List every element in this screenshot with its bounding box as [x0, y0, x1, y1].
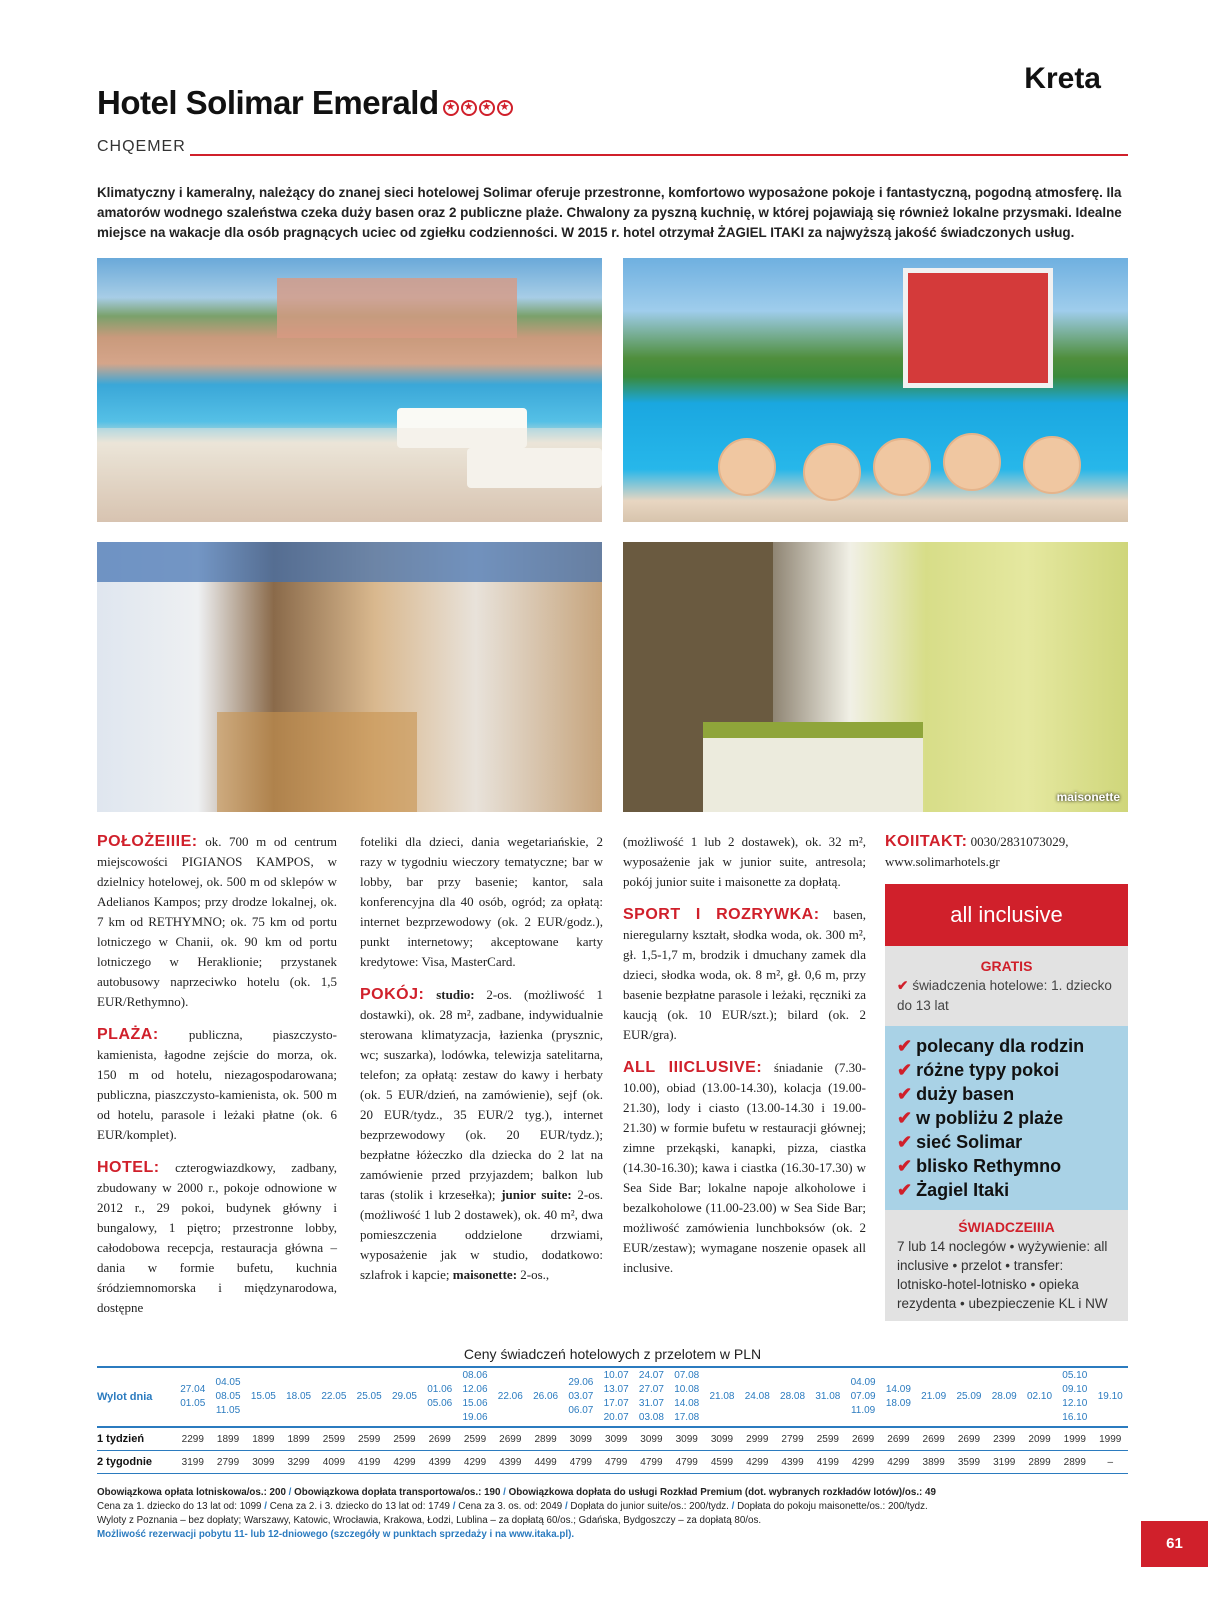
price-cell: 1999 [1092, 1427, 1128, 1451]
section-heading-pokoj: POKÓJ: [360, 986, 425, 1003]
price-cell: 2699 [845, 1427, 880, 1451]
check-icon: ✔ [897, 1036, 913, 1056]
check-icon: ✔ [897, 1180, 913, 1200]
gratis-item: ✔ świadczenia hotelowe: 1. dziecko do 13 lat [897, 978, 1112, 1013]
bed-shape [703, 722, 923, 812]
price-cell: 2699 [493, 1427, 528, 1451]
feature-item: ✔ duży basen [897, 1084, 1015, 1104]
price-cell: 4099 [316, 1451, 351, 1474]
room-type-maisonette: maisonette: [452, 1267, 518, 1282]
departure-date: 10.07 [603, 1370, 629, 1381]
price-cell: 2899 [1057, 1451, 1092, 1474]
feature-item: ✔ różne typy pokoi [897, 1060, 1060, 1080]
price-cell: 3099 [669, 1427, 704, 1451]
page-number: 61 [1141, 1521, 1208, 1567]
check-icon: ✔ [897, 1108, 913, 1128]
star-rating [443, 86, 515, 124]
price-cell [457, 1367, 492, 1427]
section-heading-polozenie: POŁOŻEIIIE: [97, 833, 198, 850]
price-cell: 2699 [916, 1427, 951, 1451]
check-icon: ✔ [897, 978, 909, 993]
price-cell: 4799 [563, 1451, 598, 1474]
departure-date: 24.07 [638, 1370, 664, 1381]
departure-date: 04.05 [215, 1377, 241, 1388]
price-cell: 3199 [175, 1451, 210, 1474]
row-label: Wylot dnia [97, 1367, 175, 1427]
price-cell: 2599 [352, 1427, 387, 1451]
departure-date: 17.07 [603, 1398, 629, 1409]
price-cell [810, 1367, 845, 1427]
swiadczenia-title: ŚWIADCZEIIIA [958, 1219, 1055, 1235]
price-cell: 4599 [704, 1451, 739, 1474]
price-cell: 2599 [387, 1427, 422, 1451]
departure-date: 08.06 [462, 1370, 488, 1381]
price-cell [528, 1367, 563, 1427]
section-heading-kontakt: KOIITAKT: [885, 833, 968, 850]
departure-date: 29.06 [568, 1377, 594, 1388]
price-cell [951, 1367, 986, 1427]
price-cell: 2999 [740, 1427, 775, 1451]
row-label: 2 tygodnie [97, 1451, 175, 1474]
section-text-all-inclusive: śniadanie (7.30-10.00), obiad (13.00-14.30), kolacja (19.00-21.30), lody i ciasto (13.00-14.30 i 19.00-21.30) w formie bufetu w restauracji głównej; zimne przekąski, kanapki, pizza, ciastka (14.30-16.30); kawa i ciastka (16.30-17.30) w Sea Side Bar; lokalne napoje alkoholowe i bezalkoholowe (11.00-23.00) w Sea Side Bar; możliwość zamówienia lunchboksów (ok. 2 EUR/zestaw); wymagane noszenie opasek all inclusive. [623, 1060, 866, 1275]
price-notes [97, 1486, 1128, 1542]
price-cell [316, 1367, 351, 1427]
price-cell: 1899 [210, 1427, 245, 1451]
price-cell: 4299 [881, 1451, 916, 1474]
departure-date: 24.08 [744, 1391, 770, 1402]
gratis-title: GRATIS [980, 958, 1033, 974]
row-label: 1 tydzień [97, 1427, 175, 1451]
section-heading-sport: SPORT I ROZRYWKA: [623, 906, 820, 923]
price-cell: 4799 [669, 1451, 704, 1474]
price-cell: 3899 [916, 1451, 951, 1474]
departure-date: 22.06 [497, 1391, 523, 1402]
price-cell: 4799 [599, 1451, 634, 1474]
price-cell: 2799 [775, 1427, 810, 1451]
kid-shape [873, 438, 931, 496]
star-icon [497, 100, 513, 116]
price-row [97, 1367, 1128, 1427]
departure-date: 25.05 [356, 1391, 382, 1402]
departure-date: 08.05 [215, 1391, 241, 1402]
check-icon: ✔ [897, 1132, 913, 1152]
price-cell [387, 1367, 422, 1427]
departure-date: 05.10 [1062, 1370, 1088, 1381]
price-cell: 2099 [1022, 1427, 1057, 1451]
departure-date: 12.10 [1062, 1398, 1088, 1409]
price-cell [1022, 1367, 1057, 1427]
departure-date: 14.08 [674, 1398, 700, 1409]
offer-box-header: all inclusive [885, 884, 1128, 946]
departure-date: 01.05 [180, 1398, 206, 1409]
price-cell [916, 1367, 951, 1427]
price-cell [175, 1367, 210, 1427]
departure-date: 05.06 [427, 1398, 453, 1409]
departure-date: 18.05 [286, 1391, 312, 1402]
kid-shape [718, 438, 776, 496]
departure-date: 15.05 [250, 1391, 276, 1402]
table-shape [217, 712, 417, 812]
departure-date: 27.07 [638, 1384, 664, 1395]
hotel-location: CHQEMER [97, 138, 186, 155]
departure-date: 19.10 [1097, 1391, 1123, 1402]
price-cell: 4299 [845, 1451, 880, 1474]
feature-item: ✔ sieć Solimar [897, 1132, 1023, 1152]
price-cell: 2599 [316, 1427, 351, 1451]
title-divider [190, 154, 1128, 156]
price-cell: 3599 [951, 1451, 986, 1474]
departure-date: 03.08 [638, 1412, 664, 1423]
price-cell: 3099 [246, 1451, 281, 1474]
note-line: Obowiązkowa opłata lotniskowa/os.: 200 / Obowiązkowa dopłata transportowa/os.: 190 / Obowiązkowa dopłata do usługi Rozkład Premium (dot. wybranych rozkładów lotów)/os.: 49 [97, 1487, 936, 1498]
column-3 [623, 832, 866, 1291]
price-cell: 2699 [951, 1427, 986, 1451]
price-cell: 4399 [493, 1451, 528, 1474]
room-type-studio: studio: [436, 987, 475, 1002]
note-line: Cena za 1. dziecko do 13 lat od: 1099 / Cena za 2. i 3. dziecko do 13 lat od: 1749 / Cena za 3. os. od: 2049 / Dopłata do junior suite/os.: 200/tydz. / Dopłata do pokoju maisonette/os.: 200/tydz. [97, 1501, 928, 1512]
check-icon: ✔ [897, 1156, 913, 1176]
price-row [97, 1427, 1128, 1451]
price-cell: 2699 [422, 1427, 457, 1451]
departure-date: 19.06 [462, 1412, 488, 1423]
contact-block [885, 832, 1128, 872]
terrace-shape [97, 428, 602, 522]
price-cell [634, 1367, 669, 1427]
price-cell: 4299 [740, 1451, 775, 1474]
departure-date: 04.09 [850, 1377, 876, 1388]
bouncy-castle-shape [903, 268, 1053, 388]
price-cell: 3099 [634, 1427, 669, 1451]
price-cell: 4299 [457, 1451, 492, 1474]
price-cell: 3299 [281, 1451, 316, 1474]
section-text-studio: 2-os. (możliwość 1 dostawki), ok. 28 m², zadbane, indywidualnie sterowana klimatyzacja, łazienka (prysznic, wc; suszarka), lodówka, telewizja satelitarna, telefon; za opłatą: zestaw do kawy i herbaty (ok. 5 EUR/dzień, na zamówienie), sejf (ok. 20 EUR/tydz., 35 EUR/2 tyg.), internet bezprzewodowy (ok. 20 EUR/tydz.); bezpłatne łóżeczko dla dziecka do 2 lat na zamówienie przed przyjazdem; balkon lub taras (stolik i krzesełka); [360, 987, 603, 1202]
departure-date: 10.08 [674, 1384, 700, 1395]
departure-date: 22.05 [321, 1391, 347, 1402]
price-cell: 1899 [281, 1427, 316, 1451]
swiadczenia-text: 7 lub 14 noclegów • wyżywienie: all inclusive • przelot • transfer: lotnisko-hotel-lotnisko • opieka rezydenta • ubezpieczenie KL i NW [897, 1239, 1108, 1311]
photo-kids-pool [623, 258, 1128, 522]
departure-date: 29.05 [391, 1391, 417, 1402]
departure-date: 20.07 [603, 1412, 629, 1423]
room-type-junior: junior suite: [501, 1187, 572, 1202]
check-icon: ✔ [897, 1084, 913, 1104]
check-icon: ✔ [897, 1060, 913, 1080]
price-cell: 4199 [810, 1451, 845, 1474]
feature-item: ✔ w pobliżu 2 plaże [897, 1108, 1064, 1128]
price-cell: 1899 [246, 1427, 281, 1451]
price-table-title: Ceny świadczeń hotelowych z przelotem w PLN [463, 1346, 762, 1362]
building-shape [277, 278, 517, 338]
price-cell [740, 1367, 775, 1427]
departure-date: 03.07 [568, 1391, 594, 1402]
departure-date: 09.10 [1062, 1384, 1088, 1395]
price-cell [775, 1367, 810, 1427]
price-row [97, 1451, 1128, 1474]
price-cell: 3199 [987, 1451, 1022, 1474]
price-cell [563, 1367, 598, 1427]
departure-date: 21.08 [709, 1391, 735, 1402]
price-cell: 4399 [775, 1451, 810, 1474]
kid-shape [943, 433, 1001, 491]
section-text-hotel-cont: foteliki dla dzieci, dania wegetariańskie, 2 razy w tygodniu wieczory tematyczne; bar w lobby, bar przy basenie; kantor, sala konferencyjna dla 40 osób, ogród; za opłatą: internet bezprzewodowy (ok. 2 EUR/godz.), punkt internetowy; akceptowane karty kredytowe: Visa, MasterCard. [360, 834, 603, 969]
contact-text: 0030/2831073029, www.solimarhotels.gr [885, 834, 1069, 869]
departure-date: 26.06 [533, 1391, 559, 1402]
star-icon [461, 100, 477, 116]
departure-date: 17.08 [674, 1412, 700, 1423]
departure-date: 25.09 [956, 1391, 982, 1402]
price-cell [1092, 1367, 1128, 1427]
section-heading-all-inclusive: ALL IIICLUSIVE: [623, 1059, 763, 1076]
departure-date: 15.06 [462, 1398, 488, 1409]
section-text-pokoj-cont: (możliwość 1 lub 2 dostawek), ok. 32 m², wyposażenie jak w junior suite, antresola; pokój junior suite i maisonette za dopłatą. [623, 834, 866, 889]
departure-date: 31.07 [638, 1398, 664, 1409]
price-cell [493, 1367, 528, 1427]
departure-date: 01.06 [427, 1384, 453, 1395]
departure-date: 06.07 [568, 1405, 594, 1416]
price-cell: – [1092, 1451, 1128, 1474]
roof-beams-shape [97, 542, 602, 582]
hotel-name: Hotel Solimar Emerald [97, 84, 439, 121]
price-cell [422, 1367, 457, 1427]
star-icon [443, 100, 459, 116]
section-text-hotel: czterogwiazdkowy, zadbany, zbudowany w 2000 r., pokoje odnowione w 2012 r., 29 pokoi, budynek główny i bungalowy, 1 piętro; przestronne lobby, całodobowa recepcja, restauracja główna – dania w formie bufetu, kuchnia śródziemnomorska i międzynarodowa, dostępne [97, 1160, 337, 1315]
price-cell: 4299 [387, 1451, 422, 1474]
price-cell: 2399 [987, 1427, 1022, 1451]
departure-date: 02.10 [1027, 1391, 1053, 1402]
price-cell [845, 1367, 880, 1427]
departure-date: 11.09 [850, 1405, 876, 1416]
price-table [97, 1366, 1128, 1474]
photo-caption: maisonette [1056, 790, 1120, 804]
column-2 [360, 832, 603, 1298]
intro-paragraph: Klimatyczny i kameralny, należący do znanej sieci hotelowej Solimar oferuje przestronne, komfortowo wyposażone pokoje i fantastyczną, pogodną atmosferę. Ila amatorów wodnego szaleństwa czeka duży basen oraz 2 publiczne plaże. Chwalony za pyszną kuchnię, w której pojawiają się również lokalne przysmaki. Idealne miejsce na wakacje dla osób pragnących uciec od zgiełku codzienności. W 2015 r. hotel otrzymał ŻAGIEL ITAKI za najwyższą jakość świadczonych usług. [97, 185, 1122, 240]
price-cell: 4799 [634, 1451, 669, 1474]
note-line-reservation[interactable]: Możliwość rezerwacji pobytu 11- lub 12-dniowego (szczegóły w punktach sprzedaży i na www.itaka.pl). [97, 1529, 575, 1540]
feature-item: ✔ polecany dla rodzin [897, 1036, 1085, 1056]
price-cell [210, 1367, 245, 1427]
section-text-sport: basen, nieregularny kształt, słodka woda, ok. 300 m², gł. 1,5-1,7 m, brodzik i dmuchany zamek dla dzieci, słodka woda, ok. 8 m², gł. 0,6 m, przy basenie bezpłatne parasole i leżaki, ręczniki za kaucją (ok. 10 EUR/szt.); bilard (ok. 2 EUR/gra). [623, 907, 866, 1042]
departure-date: 18.09 [885, 1398, 911, 1409]
price-cell [669, 1367, 704, 1427]
section-text-polozenie: ok. 700 m od centrum miejscowości PIGIANOS KAMPOS, w dzielnicy hotelowej, ok. 500 m od sklepów w Adelianos Kampos; przy drodze lokalnej, ok. 7 km od RETHYMNO; ok. 75 km od portu lotniczego w Chanii, ok. 90 km od portu lotniczego w Heraklionie; przystanek autobusowy naprzeciwko hotelu (ok. 1,5 EUR/Rethymno). [97, 834, 337, 1009]
departure-date: 13.07 [603, 1384, 629, 1395]
price-cell: 2599 [457, 1427, 492, 1451]
price-cell [1057, 1367, 1092, 1427]
price-cell: 4399 [422, 1451, 457, 1474]
feature-item: ✔ blisko Rethymno [897, 1156, 1062, 1176]
price-cell [246, 1367, 281, 1427]
swiadczenia-panel [885, 1210, 1128, 1321]
price-cell: 2299 [175, 1427, 210, 1451]
price-cell: 2699 [881, 1427, 916, 1451]
section-text-maisonette: 2-os., [520, 1267, 550, 1282]
kid-shape [1023, 436, 1081, 494]
price-cell: 3099 [599, 1427, 634, 1451]
price-cell [599, 1367, 634, 1427]
price-cell [881, 1367, 916, 1427]
feature-item: ✔ Żagiel Itaki [897, 1180, 1010, 1200]
hotel-title [97, 84, 515, 124]
price-cell: 3099 [563, 1427, 598, 1451]
region-title: Kreta [1024, 62, 1101, 95]
departure-date: 11.05 [215, 1405, 241, 1416]
price-cell: 4199 [352, 1451, 387, 1474]
price-cell: 2599 [810, 1427, 845, 1451]
price-cell: 4499 [528, 1451, 563, 1474]
section-text-plaza: publiczna, piaszczysto-kamienista, łagodne zejście do morza, ok. 150 m od hotelu, niezagospodarowana; publiczna, piaszczysto-kamienista, ok. 500 m od hotelu, parasole i leżaki płatne (ok. 6 EUR/komplet). [97, 1027, 337, 1142]
kid-shape [803, 443, 861, 501]
features-panel [885, 1026, 1128, 1210]
departure-date: 31.08 [815, 1391, 841, 1402]
departure-date: 12.06 [462, 1384, 488, 1395]
departure-date: 16.10 [1062, 1412, 1088, 1423]
note-line: Wyloty z Poznania – bez dopłaty; Warszawy, Katowic, Wrocławia, Krakowa, Łodzi, Lublina – za dopłatą 60/os.; Gdańska, Bydgoszczy – za dopłatą 80/os. [97, 1515, 762, 1526]
price-cell: 3099 [704, 1427, 739, 1451]
departure-date: 21.09 [921, 1391, 947, 1402]
gratis-panel [885, 946, 1128, 1026]
departure-date: 28.08 [780, 1391, 806, 1402]
departure-date: 07.09 [850, 1391, 876, 1402]
section-heading-hotel: HOTEL: [97, 1159, 160, 1176]
departure-date: 27.04 [180, 1384, 206, 1395]
offer-box [885, 884, 1128, 1321]
price-cell [987, 1367, 1022, 1427]
price-cell: 2899 [528, 1427, 563, 1451]
price-cell: 2899 [1022, 1451, 1057, 1474]
price-cell [704, 1367, 739, 1427]
price-cell: 1999 [1057, 1427, 1092, 1451]
photo-restaurant [97, 542, 602, 812]
photo-pool-aerial [97, 258, 602, 522]
price-cell: 2799 [210, 1451, 245, 1474]
departure-date: 28.09 [991, 1391, 1017, 1402]
departure-date: 14.09 [885, 1384, 911, 1395]
section-text-junior: 2-os. (możliwość 1 lub 2 dostawek), ok. 40 m², dwa pomieszczenia oddzielone drzwiami, wyposażenie jak w studio, dodatkowo: szlafrok i kapcie; [360, 1187, 604, 1282]
column-1 [97, 832, 337, 1331]
section-heading-plaza: PLAŻA: [97, 1026, 159, 1043]
photo-maisonette [623, 542, 1128, 812]
price-cell [281, 1367, 316, 1427]
departure-date: 07.08 [674, 1370, 700, 1381]
price-cell [352, 1367, 387, 1427]
star-icon [479, 100, 495, 116]
